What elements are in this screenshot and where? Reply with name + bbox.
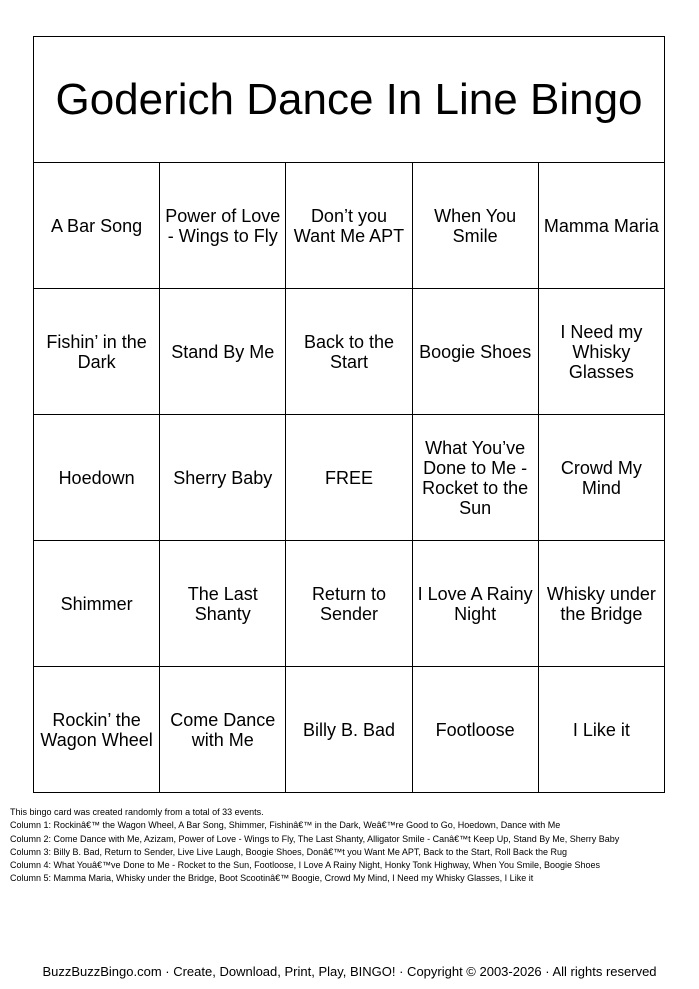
notes-column-4: Column 4: What Youâ€™ve Done to Me - Rocket to the Sun, Footloose, I Love A Rainy Night, Honky Tonk Highway, When You Smile, Boogie Shoes [10,860,601,871]
bingo-cell: Crowd My Mind [538,415,664,541]
bingo-row [34,667,665,793]
bingo-cell: Footloose [412,667,538,793]
notes-intro: This bingo card was created randomly from a total of 33 events. [10,807,264,817]
free-space-cell: FREE [286,415,412,541]
bingo-cell: Power of Love - Wings to Fly [160,163,286,289]
bingo-cell: Stand By Me [160,289,286,415]
bingo-cell: I Need my Whisky Glasses [538,289,664,415]
bingo-cell: What You’ve Done to Me - Rocket to the Sun [412,415,538,541]
bingo-cell: Mamma Maria [538,163,664,289]
bingo-cell: Whisky under the Bridge [538,541,664,667]
card-title: Goderich Dance In Line Bingo [34,37,665,163]
bingo-cell: A Bar Song [34,163,160,289]
bingo-cell: I Love A Rainy Night [412,541,538,667]
bingo-cell: I Like it [538,667,664,793]
bingo-row [34,289,665,415]
bingo-row [34,163,665,289]
bingo-cell: Rockin’ the Wagon Wheel [34,667,160,793]
bingo-cell: Don’t you Want Me APT [286,163,412,289]
bingo-row [34,541,665,667]
page-footer: BuzzBuzzBingo.com · Create, Download, Print, Play, BINGO! · Copyright © 2003-2026 · All rights reserved [42,964,657,979]
card-notes [10,806,690,886]
bingo-cell: The Last Shanty [160,541,286,667]
bingo-cell: Back to the Start [286,289,412,415]
bingo-cell: Hoedown [34,415,160,541]
notes-column-5: Column 5: Mamma Maria, Whisky under the Bridge, Boot Scootinâ€™ Boogie, Crowd My Mind, I Need my Whisky Glasses, I Like it [10,873,534,884]
notes-column-1: Column 1: Rockinâ€™ the Wagon Wheel, A Bar Song, Shimmer, Fishinâ€™ in the Dark, Weâ€™re Good to Go, Hoedown, Dance with Me [10,820,561,831]
bingo-cell: Boogie Shoes [412,289,538,415]
bingo-cell: Sherry Baby [160,415,286,541]
notes-column-3: Column 3: Billy B. Bad, Return to Sender, Live Live Laugh, Boogie Shoes, Donâ€™t you Want Me APT, Back to the Start, Roll Back the Rug [10,846,567,857]
bingo-cell: Return to Sender [286,541,412,667]
notes-column-2: Column 2: Come Dance with Me, Azizam, Power of Love - Wings to Fly, The Last Shanty, Alligator Smile - Canâ€™t Keep Up, Stand By Me, Sherry Baby [10,833,620,844]
bingo-cell: Billy B. Bad [286,667,412,793]
bingo-cell: When You Smile [412,163,538,289]
bingo-cell: Come Dance with Me [160,667,286,793]
bingo-cell: Fishin’ in the Dark [34,289,160,415]
bingo-row [34,415,665,541]
bingo-cell: Shimmer [34,541,160,667]
bingo-card [33,36,665,793]
